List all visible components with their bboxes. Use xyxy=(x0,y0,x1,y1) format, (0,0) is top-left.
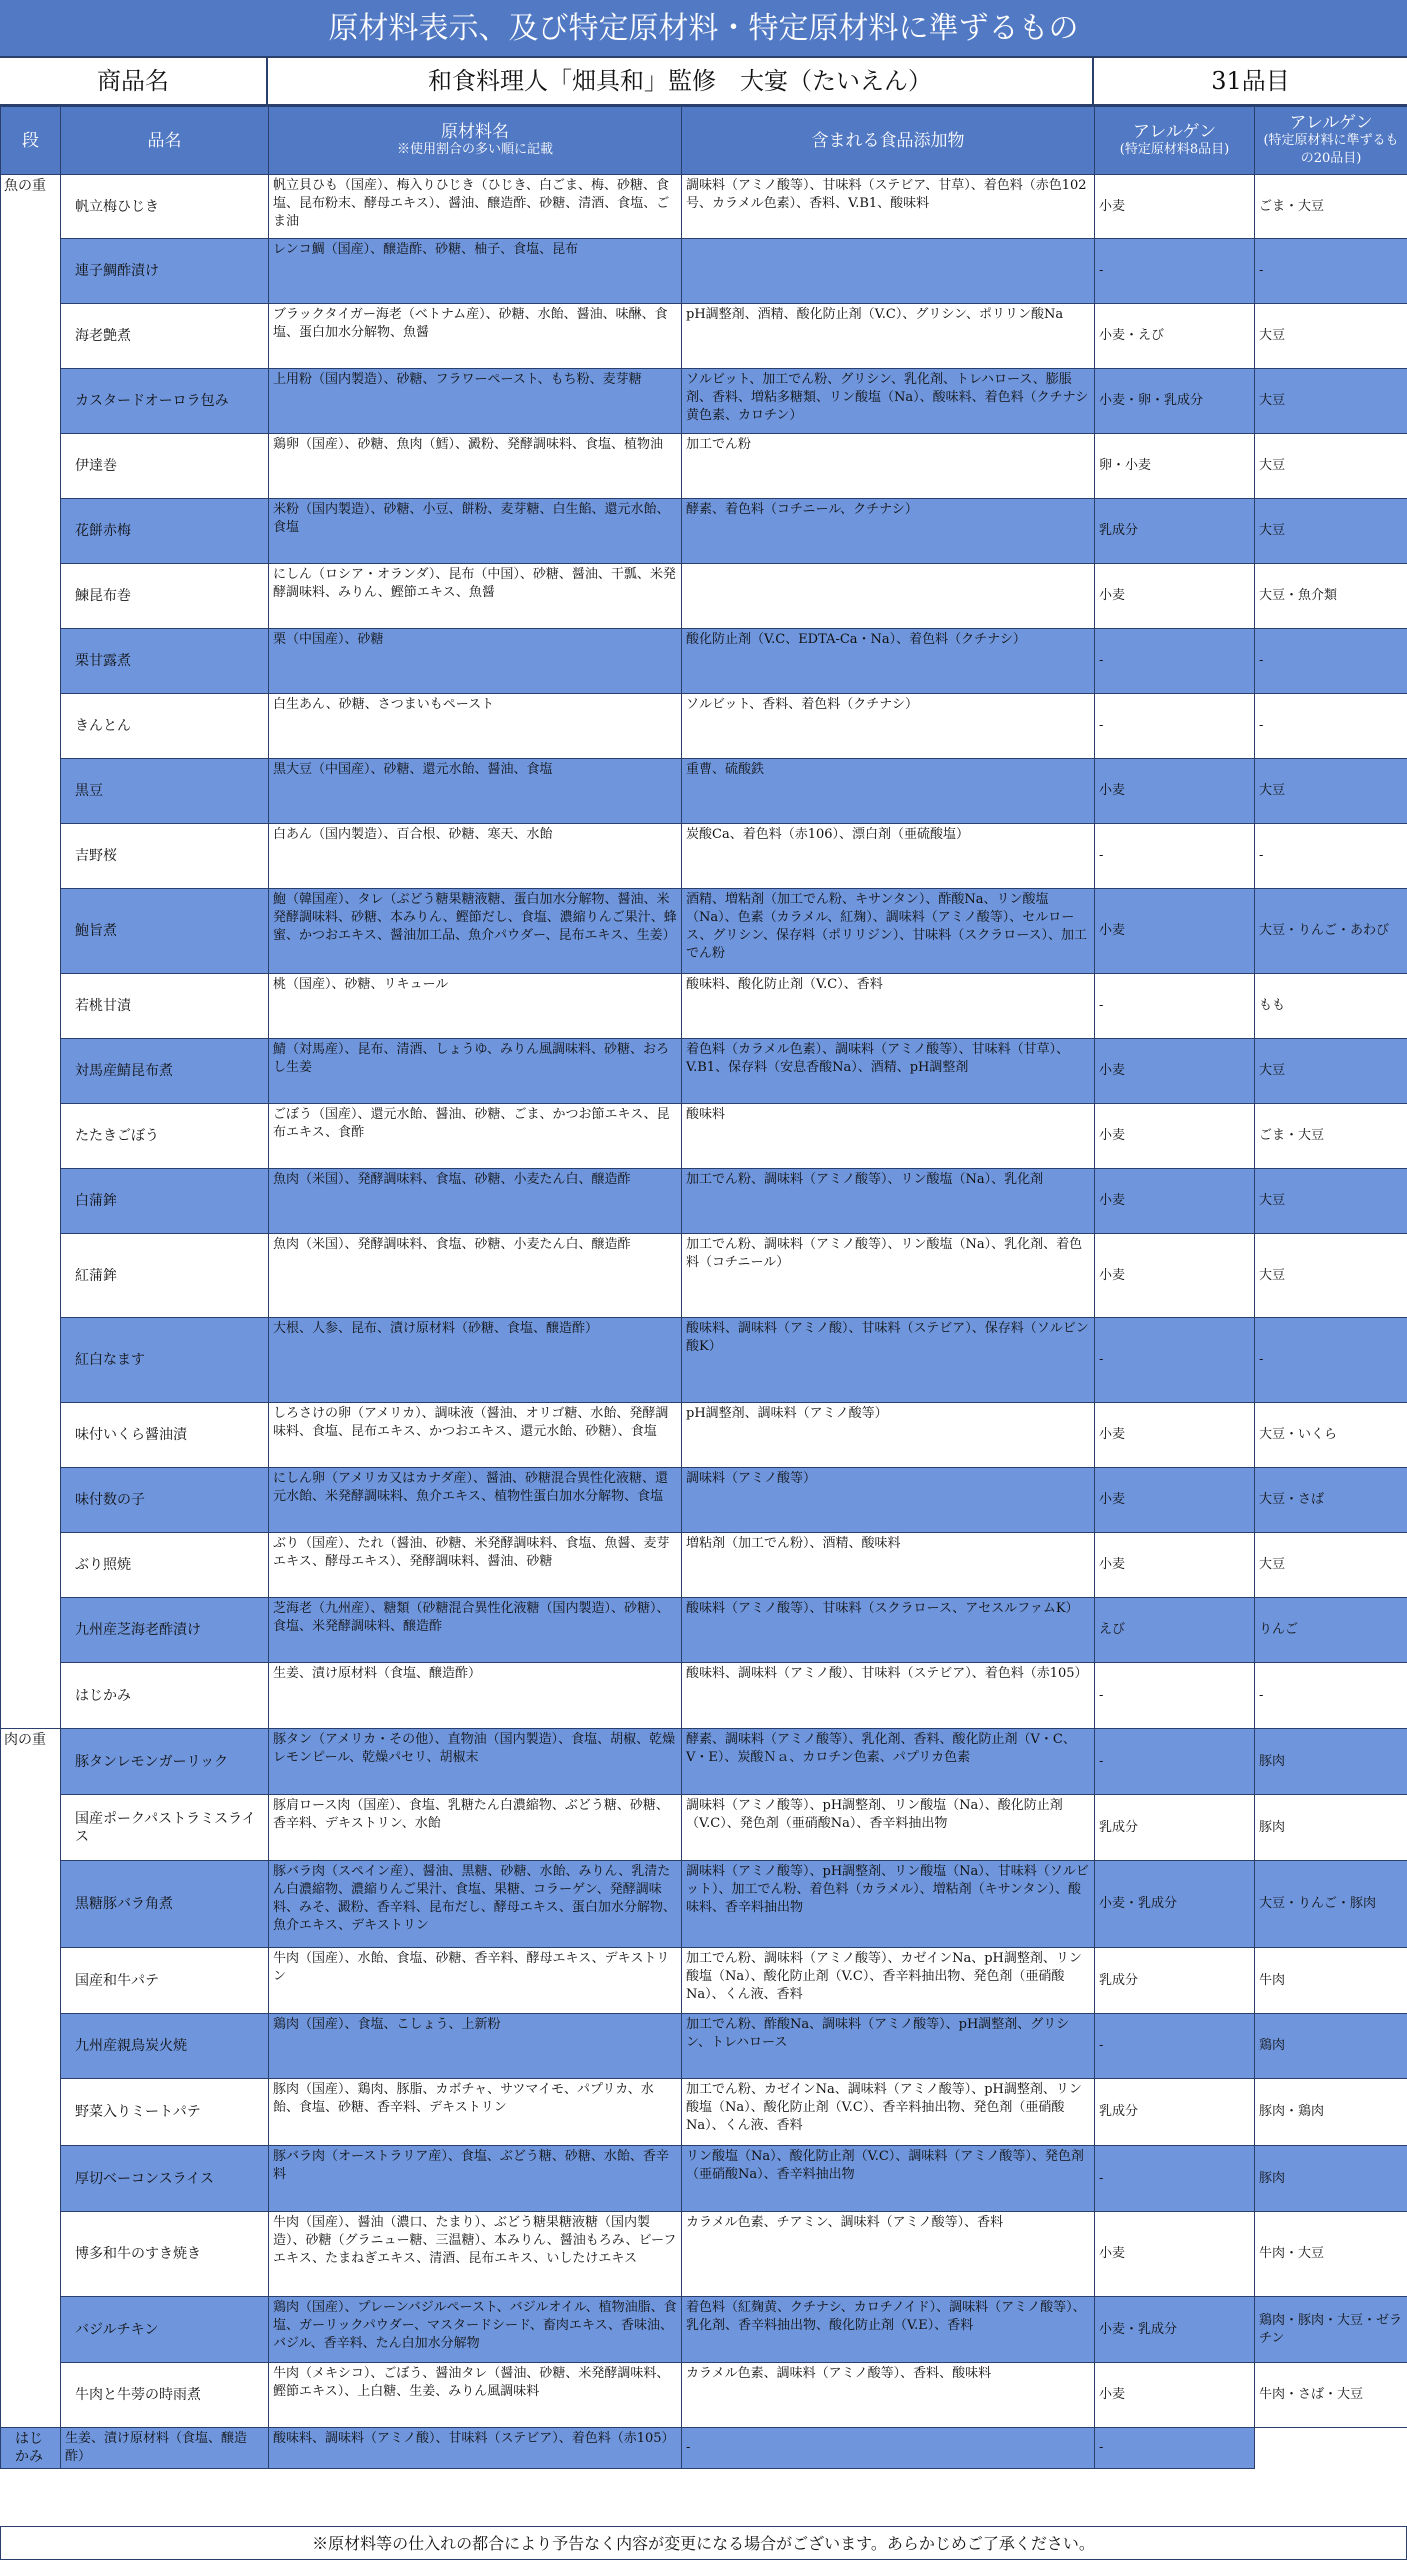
allergen-8-cell: - xyxy=(1095,1729,1255,1795)
allergen-20-cell: 大豆・いくら xyxy=(1255,1403,1407,1468)
allergen-20-cell: 豚肉 xyxy=(1255,1795,1407,1861)
additives-cell: pH調整剤、調味料（アミノ酸等） xyxy=(682,1403,1095,1468)
ingredients-cell: ぶり（国産）、たれ（醤油、砂糖、米発酵調味料、食塩、魚醤、麦芽エキス、酵母エキス）、発酵調味料、醤油、砂糖 xyxy=(269,1533,682,1598)
allergen-20-cell: ごま・大豆 xyxy=(1255,1104,1407,1169)
allergen-8-cell: 卵・小麦 xyxy=(1095,434,1255,499)
allergen-20-cell: 大豆 xyxy=(1255,1169,1407,1234)
product-name-cell: ぶり照焼 xyxy=(61,1533,269,1598)
allergen-8-cell: - xyxy=(1095,2146,1255,2212)
product-name-cell: 国産ポークパストラミスライス xyxy=(61,1795,269,1861)
product-name-cell: 味付数の子 xyxy=(61,1468,269,1533)
table-row xyxy=(1,1663,1407,1729)
product-name-cell: 厚切ベーコンスライス xyxy=(61,2146,269,2212)
allergen-20-cell: - xyxy=(1255,824,1407,889)
ingredients-cell: 生姜、漬け原材料（食塩、醸造酢） xyxy=(269,1663,682,1729)
column-header-additives: 含まれる食品添加物 xyxy=(682,107,1095,175)
ingredients-cell: 鯖（対馬産）、昆布、清酒、しょうゆ、みりん風調味料、砂糖、おろし生姜 xyxy=(269,1039,682,1104)
table-row xyxy=(1,2363,1407,2428)
product-name-cell: 鰊昆布巻 xyxy=(61,564,269,629)
ingredients-cell: 豚バラ肉（オーストラリア産）、食塩、ぶどう糖、砂糖、水飴、香辛料 xyxy=(269,2146,682,2212)
additives-cell: 炭酸Ca、着色料（赤106）、漂白剤（亜硫酸塩） xyxy=(682,824,1095,889)
additives-cell: 加工でん粉 xyxy=(682,434,1095,499)
allergen-20-cell: - xyxy=(1095,2428,1255,2469)
product-name-cell: 伊達巻 xyxy=(61,434,269,499)
additives-cell: 調味料（アミノ酸等）、pH調整剤、リン酸塩（Na）、甘味料（ソルビット）、加工でん粉、着色料（カラメル）、増粘剤（キサンタン）、酸味料、香辛料抽出物 xyxy=(682,1861,1095,1948)
table-row xyxy=(1,1039,1407,1104)
allergen-20-cell: 豚肉 xyxy=(1255,2146,1407,2212)
table-row xyxy=(1,694,1407,759)
ingredients-cell: 牛肉（メキシコ）、ごぼう、醤油タレ（醤油、砂糖、米発酵調味料、鰹節エキス）、上白糖、生姜、みりん風調味料 xyxy=(269,2363,682,2428)
ingredients-cell: にしん（ロシア・オランダ）、昆布（中国）、砂糖、醤油、干瓢、米発酵調味料、みりん、鰹節エキス、魚醤 xyxy=(269,564,682,629)
table-row xyxy=(1,369,1407,434)
table-row xyxy=(1,304,1407,369)
allergen-8-cell: - xyxy=(1095,824,1255,889)
allergen-8-cell: 乳成分 xyxy=(1095,1795,1255,1861)
ingredients-cell: 牛肉（国産）、醤油（濃口、たまり）、ぶどう糖果糖液糖（国内製造）、砂糖（グラニュー糖、三温糖）、本みりん、醤油もろみ、ビーフエキス、たまねぎエキス、清酒、昆布エキス、いしたけエキス xyxy=(269,2212,682,2297)
ingredients-cell: 芝海老（九州産）、糖類（砂糖混合異性化液糖（国内製造）、砂糖）、食塩、米発酵調味料、醸造酢 xyxy=(269,1598,682,1663)
allergen-8-cell: 小麦 xyxy=(1095,1104,1255,1169)
product-name-cell: 紅白なます xyxy=(61,1318,269,1403)
allergen-8-cell: - xyxy=(1095,1663,1255,1729)
allergen-8-cell: 小麦 xyxy=(1095,2212,1255,2297)
additives-cell: 調味料（アミノ酸等）、pH調整剤、リン酸塩（Na）、酸化防止剤（V.C）、発色剤（亜硝酸Na）、香辛料抽出物 xyxy=(682,1795,1095,1861)
allergen-8-cell: - xyxy=(1095,974,1255,1039)
allergen-8-cell: 小麦 xyxy=(1095,1403,1255,1468)
table-row xyxy=(1,629,1407,694)
page-title: 原材料表示、及び特定原材料・特定原材料に準ずるもの xyxy=(0,0,1407,58)
product-name-cell: 九州産芝海老酢漬け xyxy=(61,1598,269,1663)
product-name-cell: 国産和牛パテ xyxy=(61,1948,269,2014)
allergen-20-cell: 大豆 xyxy=(1255,1234,1407,1318)
allergen-20-cell: 大豆 xyxy=(1255,1039,1407,1104)
allergen-20-cell: - xyxy=(1255,1318,1407,1403)
product-name-cell: 博多和牛のすき焼き xyxy=(61,2212,269,2297)
allergen-8-cell: 小麦 xyxy=(1095,1169,1255,1234)
ingredients-cell: 米粉（国内製造）、砂糖、小豆、餅粉、麦芽糖、白生餡、還元水飴、食塩 xyxy=(269,499,682,564)
product-name-cell: 鮑旨煮 xyxy=(61,889,269,974)
product-name-cell: 対馬産鯖昆布煮 xyxy=(61,1039,269,1104)
ingredients-cell: 鶏卵（国産）、砂糖、魚肉（鱈）、澱粉、発酵調味料、食塩、植物油 xyxy=(269,434,682,499)
allergen-20-cell: 牛肉 xyxy=(1255,1948,1407,2014)
column-header-name: 品名 xyxy=(61,107,269,175)
product-name: 和食料理人「畑具和」監修 大宴（たいえん） xyxy=(268,58,1094,104)
allergen-8-cell: 小麦 xyxy=(1095,1468,1255,1533)
ingredients-cell: 栗（中国産）、砂糖 xyxy=(269,629,682,694)
allergen-8-cell: 小麦 xyxy=(1095,564,1255,629)
product-name-cell: カスタードオーロラ包み xyxy=(61,369,269,434)
ingredients-cell: 豚バラ肉（スペイン産）、醤油、黒糖、砂糖、水飴、みりん、乳清たん白濃縮物、濃縮りんご果汁、食塩、果糖、コラーゲン、発酵調味料、みそ、澱粉、香辛料、昆布だし、酵母エキス、蛋白加水分解物、魚介エキス、デキストリン xyxy=(269,1861,682,1948)
product-name-cell: 花餅赤梅 xyxy=(61,499,269,564)
product-name-cell: 黒豆 xyxy=(61,759,269,824)
allergen-8-cell: えび xyxy=(1095,1598,1255,1663)
ingredients-cell: にしん卵（アメリカ又はカナダ産）、醤油、砂糖混合異性化液糖、還元水飴、米発酵調味料、魚介エキス、植物性蛋白加水分解物、食塩 xyxy=(269,1468,682,1533)
allergen-8-cell: - xyxy=(1095,629,1255,694)
additives-cell: 酒精、増粘剤（加工でん粉、キサンタン）、酢酸Na、リン酸塩（Na）、色素（カラメル、紅麹）、調味料（アミノ酸等）、セルロース、グリシン、保存料（ポリリジン）、甘味料（スクラロース）、加工でん粉 xyxy=(682,889,1095,974)
product-name-cell: はじかみ xyxy=(1,2428,61,2469)
column-header-ingredients: 原材料名 ※使用割合の多い順に記載 xyxy=(269,107,682,175)
table-row xyxy=(1,1318,1407,1403)
allergen-8-cell: 小麦 xyxy=(1095,1039,1255,1104)
product-name-label: 商品名 xyxy=(0,58,268,104)
allergen-20-cell: 大豆 xyxy=(1255,434,1407,499)
table-row xyxy=(1,2428,1407,2469)
table-row xyxy=(1,1598,1407,1663)
additives-cell: 酸化防止剤（V.C、EDTA-Ca・Na）、着色料（クチナシ） xyxy=(682,629,1095,694)
ingredients-cell: 大根、人参、昆布、漬け原材料（砂糖、食塩、醸造酢） xyxy=(269,1318,682,1403)
product-name-cell: 黒糖豚バラ角煮 xyxy=(61,1861,269,1948)
allergen-20-cell: りんご xyxy=(1255,1598,1407,1663)
table-row xyxy=(1,434,1407,499)
table-row xyxy=(1,974,1407,1039)
footer-note: ※原材料等の仕入れの都合により予告なく内容が変更になる場合がございます。あらかじめご了承ください。 xyxy=(0,2526,1407,2560)
ingredients-cell: 帆立貝ひも（国産）、梅入りひじき（ひじき、白ごま、梅、砂糖、食塩、昆布粉末、酵母エキス）、醤油、醸造酢、砂糖、清酒、食塩、ごま油 xyxy=(269,175,682,239)
allergen-20-cell: - xyxy=(1255,239,1407,304)
product-name-cell: 豚タンレモンガーリック xyxy=(61,1729,269,1795)
ingredients-table xyxy=(0,106,1407,2469)
column-header-dan: 段 xyxy=(1,107,61,175)
product-name-cell: 紅蒲鉾 xyxy=(61,1234,269,1318)
product-name-cell: たたきごぼう xyxy=(61,1104,269,1169)
additives-cell: 酸味料、調味料（アミノ酸）、甘味料（ステビア）、保存料（ソルビン酸K） xyxy=(682,1318,1095,1403)
table-row xyxy=(1,1795,1407,1861)
table-row xyxy=(1,824,1407,889)
ingredients-cell: 魚肉（米国）、発酵調味料、食塩、砂糖、小麦たん白、醸造酢 xyxy=(269,1234,682,1318)
product-name-cell: 帆立梅ひじき xyxy=(61,175,269,239)
ingredients-cell: 豚肉（国産）、鶏肉、豚脂、カボチャ、サツマイモ、パプリカ、水飴、食塩、砂糖、香辛料、デキストリン xyxy=(269,2079,682,2146)
allergen-8-cell: - xyxy=(1095,694,1255,759)
table-row xyxy=(1,1403,1407,1468)
allergen-8-cell: 小麦 xyxy=(1095,1533,1255,1598)
ingredients-cell: 鶏肉（国産）、食塩、こしょう、上新粉 xyxy=(269,2014,682,2079)
product-name-cell: 連子鯛酢漬け xyxy=(61,239,269,304)
ingredients-cell: しろさけの卵（アメリカ）、調味液（醤油、オリゴ糖、水飴、発酵調味料、食塩、昆布エキス、かつおエキス、還元水飴、砂糖）、食塩 xyxy=(269,1403,682,1468)
allergen-8-cell: - xyxy=(682,2428,1095,2469)
allergen-8-cell: 小麦・乳成分 xyxy=(1095,1861,1255,1948)
allergen-8-cell: 乳成分 xyxy=(1095,2079,1255,2146)
table-row xyxy=(1,1533,1407,1598)
table-row xyxy=(1,2014,1407,2079)
additives-cell: 酸味料 xyxy=(682,1104,1095,1169)
allergen-20-cell: 大豆 xyxy=(1255,1533,1407,1598)
additives-cell: 酸味料、調味料（アミノ酸）、甘味料（ステビア）、着色料（赤105） xyxy=(682,1663,1095,1729)
table-row xyxy=(1,239,1407,304)
ingredients-cell: 魚肉（米国）、発酵調味料、食塩、砂糖、小麦たん白、醸造酢 xyxy=(269,1169,682,1234)
table-row xyxy=(1,1104,1407,1169)
additives-cell: 加工でん粉、カゼインNa、調味料（アミノ酸等）、pH調整剤、リン酸塩（Na）、酸化防止剤（V.C）、香辛料抽出物、発色剤（亜硝酸Na）、くん液、香料 xyxy=(682,2079,1095,2146)
allergen-20-cell: 大豆・りんご・豚肉 xyxy=(1255,1861,1407,1948)
additives-cell: 着色料（紅麹黄、クチナシ、カロチノイド）、調味料（アミノ酸等）、乳化剤、香辛料抽出物、酸化防止剤（V.E）、香料 xyxy=(682,2297,1095,2363)
allergen-8-cell: 小麦 xyxy=(1095,1234,1255,1318)
ingredients-cell: 生姜、漬け原材料（食塩、醸造酢） xyxy=(61,2428,269,2469)
allergen-20-cell: - xyxy=(1255,694,1407,759)
allergen-20-cell: もも xyxy=(1255,974,1407,1039)
allergen-20-cell: 鶏肉・豚肉・大豆・ゼラチン xyxy=(1255,2297,1407,2363)
table-row xyxy=(1,1729,1407,1795)
product-name-cell: 栗甘露煮 xyxy=(61,629,269,694)
allergen-20-cell: 牛肉・さば・大豆 xyxy=(1255,2363,1407,2428)
allergen-8-cell: 小麦 xyxy=(1095,889,1255,974)
product-info-row xyxy=(0,58,1407,106)
additives-cell: 着色料（カラメル色素）、調味料（アミノ酸等）、甘味料（甘草）、V.B1、保存料（安息香酸Na）、酒精、pH調整剤 xyxy=(682,1039,1095,1104)
additives-cell: リン酸塩（Na）、酸化防止剤（V.C）、調味料（アミノ酸等）、発色剤（亜硝酸Na）、香辛料抽出物 xyxy=(682,2146,1095,2212)
product-name-cell: 九州産親鳥炭火焼 xyxy=(61,2014,269,2079)
allergen-20-cell: 大豆・りんご・あわび xyxy=(1255,889,1407,974)
additives-cell: 加工でん粉、酢酸Na、調味料（アミノ酸等）、pH調整剤、グリシン、トレハロース xyxy=(682,2014,1095,2079)
allergen-20-cell: - xyxy=(1255,629,1407,694)
table-row xyxy=(1,889,1407,974)
table-row xyxy=(1,564,1407,629)
table-row xyxy=(1,2297,1407,2363)
allergen-8-cell: 乳成分 xyxy=(1095,499,1255,564)
allergen-8-cell: - xyxy=(1095,2014,1255,2079)
table-row xyxy=(1,2079,1407,2146)
additives-cell: カラメル色素、調味料（アミノ酸等）、香料、酸味料 xyxy=(682,2363,1095,2428)
additives-cell: 調味料（アミノ酸等） xyxy=(682,1468,1095,1533)
additives-cell: 酸味料、調味料（アミノ酸）、甘味料（ステビア）、着色料（赤105） xyxy=(269,2428,682,2469)
table-row xyxy=(1,1169,1407,1234)
column-header-allergen-20: アレルゲン (特定原材料に準ずるもの20品目) xyxy=(1255,107,1407,175)
allergen-8-cell: 小麦・乳成分 xyxy=(1095,2297,1255,2363)
allergen-20-cell: - xyxy=(1255,1663,1407,1729)
ingredients-cell: 白生あん、砂糖、さつまいもペースト xyxy=(269,694,682,759)
additives-cell: 調味料（アミノ酸等）、甘味料（ステビア、甘草）、着色料（赤色102号、カラメル色素）、香料、V.B1、酸味料 xyxy=(682,175,1095,239)
allergen-8-cell: - xyxy=(1095,239,1255,304)
ingredients-cell: 白あん（国内製造）、百合根、砂糖、寒天、水飴 xyxy=(269,824,682,889)
additives-cell: 酸味料、酸化防止剤（V.C）、香料 xyxy=(682,974,1095,1039)
table-row xyxy=(1,759,1407,824)
table-row xyxy=(1,1234,1407,1318)
allergen-20-cell: 大豆 xyxy=(1255,499,1407,564)
additives-cell: 加工でん粉、調味料（アミノ酸等）、リン酸塩（Na）、乳化剤 xyxy=(682,1169,1095,1234)
allergen-20-cell: 大豆 xyxy=(1255,304,1407,369)
allergen-8-cell: 小麦 xyxy=(1095,2363,1255,2428)
allergen-8-cell: 小麦 xyxy=(1095,175,1255,239)
product-name-cell: 白蒲鉾 xyxy=(61,1169,269,1234)
product-name-cell: 牛肉と牛蒡の時雨煮 xyxy=(61,2363,269,2428)
additives-cell: ソルビット、加工でん粉、グリシン、乳化剤、トレハロース、膨脹剤、香料、増粘多糖類、リン酸塩（Na）、酸味料、着色料（クチナシ黄色素、カロチン） xyxy=(682,369,1095,434)
allergen-20-cell: ごま・大豆 xyxy=(1255,175,1407,239)
section-fish: 魚の重 xyxy=(1,175,61,1729)
allergen-8-cell: 小麦・卵・乳成分 xyxy=(1095,369,1255,434)
allergen-20-cell: 大豆 xyxy=(1255,759,1407,824)
table-row xyxy=(1,2212,1407,2297)
additives-cell: 加工でん粉、調味料（アミノ酸等）、カゼインNa、pH調整剤、リン酸塩（Na）、酸化防止剤（V.C）、香辛料抽出物、発色剤（亜硝酸Na）、くん液、香料 xyxy=(682,1948,1095,2014)
additives-cell xyxy=(682,564,1095,629)
additives-cell: 酵素、調味料（アミノ酸等）、乳化剤、香料、酸化防止剤（V・C、V・E）、炭酸Ｎａ、カロチン色素、パプリカ色素 xyxy=(682,1729,1095,1795)
ingredients-cell: レンコ鯛（国産）、醸造酢、砂糖、柚子、食塩、昆布 xyxy=(269,239,682,304)
section-meat: 肉の重 xyxy=(1,1729,61,2428)
product-name-cell: 若桃甘漬 xyxy=(61,974,269,1039)
ingredients-cell: 豚タン（アメリカ・その他）、直物油（国内製造）、食塩、胡椒、乾燥レモンピール、乾燥パセリ、胡椒末 xyxy=(269,1729,682,1795)
column-header-allergen-8: アレルゲン (特定原材料8品目) xyxy=(1095,107,1255,175)
additives-cell: 増粘剤（加工でん粉）、酒精、酸味料 xyxy=(682,1533,1095,1598)
ingredients-cell: 牛肉（国産）、水飴、食塩、砂糖、香辛料、酵母エキス、デキストリン xyxy=(269,1948,682,2014)
product-name-cell: 海老艶煮 xyxy=(61,304,269,369)
product-name-cell: バジルチキン xyxy=(61,2297,269,2363)
table-row xyxy=(1,499,1407,564)
additives-cell xyxy=(682,239,1095,304)
ingredients-cell: 上用粉（国内製造）、砂糖、フラワーペースト、もち粉、麦芽糖 xyxy=(269,369,682,434)
ingredients-cell: 鮑（韓国産）、タレ（ぶどう糖果糖液糖、蛋白加水分解物、醤油、米発酵調味料、砂糖、本みりん、鰹節だし、食塩、濃縮りんご果汁、蜂蜜、かつおエキス、醤油加工品、魚介パウダー、昆布エキス、生姜） xyxy=(269,889,682,974)
product-name-cell: きんとん xyxy=(61,694,269,759)
table-row xyxy=(1,1948,1407,2014)
additives-cell: 酸味料（アミノ酸等）、甘味料（スクラロース、アセスルファムK） xyxy=(682,1598,1095,1663)
allergen-20-cell: 豚肉・鶏肉 xyxy=(1255,2079,1407,2146)
ingredients-cell: ブラックタイガー海老（ベトナム産）、砂糖、水飴、醤油、味醂、食塩、蛋白加水分解物、魚醤 xyxy=(269,304,682,369)
ingredients-cell: ごぼう（国産）、還元水飴、醤油、砂糖、ごま、かつお節エキス、昆布エキス、食酢 xyxy=(269,1104,682,1169)
additives-cell: ソルビット、香料、着色料（クチナシ） xyxy=(682,694,1095,759)
table-row xyxy=(1,175,1407,239)
product-name-cell: 野菜入りミートパテ xyxy=(61,2079,269,2146)
allergen-8-cell: 乳成分 xyxy=(1095,1948,1255,2014)
table-row xyxy=(1,2146,1407,2212)
allergen-20-cell: 大豆 xyxy=(1255,369,1407,434)
ingredients-cell: 豚肩ロース肉（国産）、食塩、乳糖たん白濃縮物、ぶどう糖、砂糖、香辛料、デキストリン、水飴 xyxy=(269,1795,682,1861)
table-row xyxy=(1,1468,1407,1533)
ingredients-cell: 黒大豆（中国産）、砂糖、還元水飴、醤油、食塩 xyxy=(269,759,682,824)
allergen-20-cell: 大豆・さば xyxy=(1255,1468,1407,1533)
allergen-8-cell: 小麦・えび xyxy=(1095,304,1255,369)
ingredients-cell: 桃（国産）、砂糖、リキュール xyxy=(269,974,682,1039)
additives-cell: 酵素、着色料（コチニール、クチナシ） xyxy=(682,499,1095,564)
product-name-cell: 吉野桜 xyxy=(61,824,269,889)
ingredients-cell: 鶏肉（国産）、プレーンバジルペースト、バジルオイル、植物油脂、食塩、ガーリックパウダー、マスタードシード、畜肉エキス、香味油、バジル、香辛料、たん白加水分解物 xyxy=(269,2297,682,2363)
allergen-20-cell: 鶏肉 xyxy=(1255,2014,1407,2079)
allergen-20-cell: 豚肉 xyxy=(1255,1729,1407,1795)
table-row xyxy=(1,1861,1407,1948)
product-name-cell: はじかみ xyxy=(61,1663,269,1729)
allergen-8-cell: - xyxy=(1095,1318,1255,1403)
additives-cell: 加工でん粉、調味料（アミノ酸等）、リン酸塩（Na）、乳化剤、着色料（コチニール） xyxy=(682,1234,1095,1318)
allergen-20-cell: 牛肉・大豆 xyxy=(1255,2212,1407,2297)
additives-cell: pH調整剤、酒精、酸化防止剤（V.C）、グリシン、ポリリン酸Na xyxy=(682,304,1095,369)
item-count: 31品目 xyxy=(1094,58,1407,104)
additives-cell: 重曹、硫酸鉄 xyxy=(682,759,1095,824)
product-name-cell: 味付いくら醤油漬 xyxy=(61,1403,269,1468)
additives-cell: カラメル色素、チアミン、調味料（アミノ酸等）、香料 xyxy=(682,2212,1095,2297)
allergen-8-cell: 小麦 xyxy=(1095,759,1255,824)
allergen-20-cell: 大豆・魚介類 xyxy=(1255,564,1407,629)
